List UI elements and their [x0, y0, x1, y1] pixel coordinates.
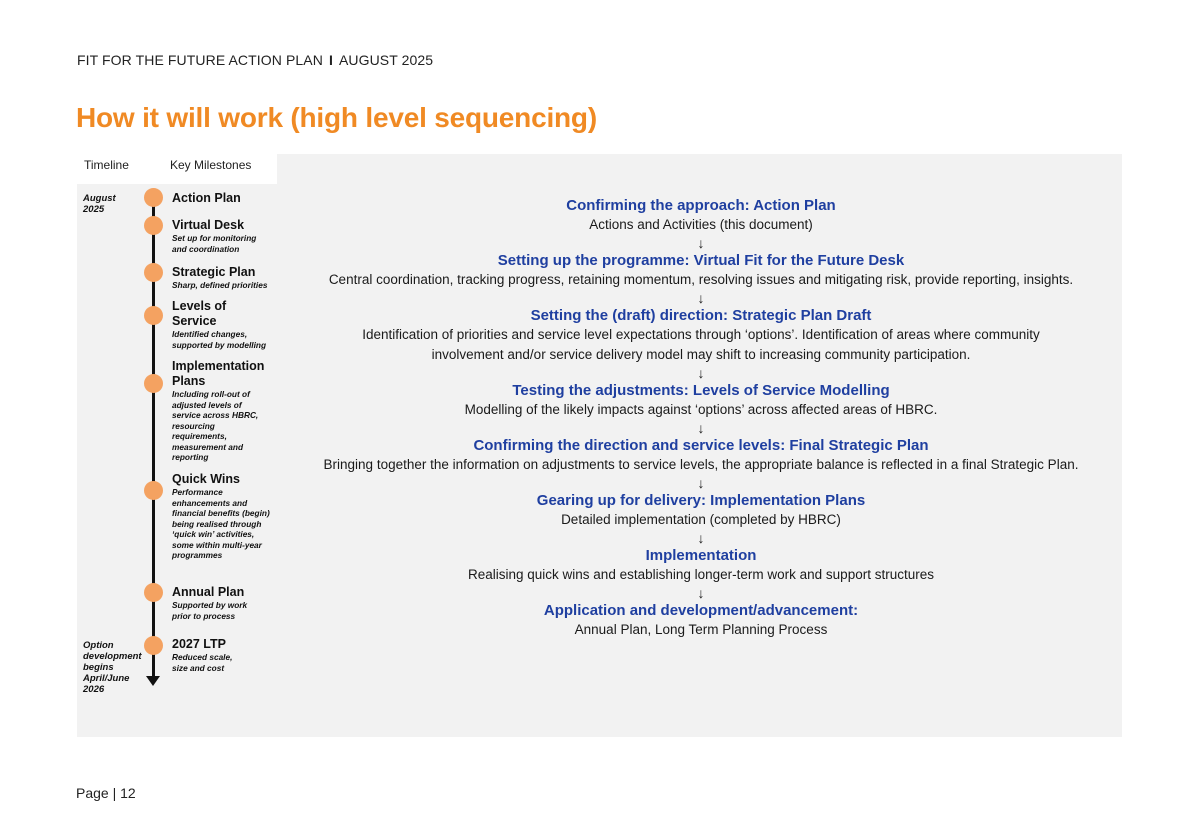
timeline-arrow-icon	[146, 676, 160, 686]
milestone-dot-icon	[144, 188, 163, 207]
milestone-description: financial benefits (begin)	[172, 508, 270, 518]
timeline-label	[83, 193, 116, 215]
milestone-description: Identified changes,	[172, 329, 248, 339]
down-arrow-icon: ↓	[697, 585, 705, 601]
milestone-description: and coordination	[172, 243, 240, 254]
page-title: How it will work (high level sequencing)	[76, 102, 597, 133]
milestone-dot-icon	[144, 263, 163, 282]
milestone-name: Annual Plan	[172, 585, 245, 599]
milestone-description: Sharp, defined priorities	[172, 280, 268, 290]
milestone	[172, 637, 272, 673]
milestone-description: being realised through	[172, 518, 262, 529]
step-title: Setting the (draft) direction: Strategic Plan Draft	[530, 307, 872, 324]
milestone	[172, 218, 272, 254]
milestone-dot-icon	[144, 583, 163, 602]
header-date: AUGUST 2025	[338, 52, 434, 68]
header-title: FIT FOR THE FUTURE ACTION PLAN	[77, 52, 323, 68]
milestone-name: Strategic Plan	[172, 265, 256, 279]
step-title: Confirming the direction and service levels: Final Strategic Plan	[473, 437, 929, 454]
milestone-dot-icon	[144, 636, 163, 655]
step-description: Actions and Activities (this document)	[589, 217, 813, 232]
milestone-dot-icon	[144, 306, 163, 325]
step-description: involvement and/or service delivery model may shift to increasing community participation.	[431, 347, 971, 362]
milestone-description: adjusted levels of	[172, 399, 242, 410]
milestone-name: Quick Wins	[172, 472, 240, 486]
milestone-description: Reduced scale,	[172, 652, 233, 662]
milestone-name: Plans	[172, 374, 206, 388]
milestone-name: Virtual Desk	[172, 218, 245, 232]
step-description: Central coordination, tracking progress, retaining momentum, resolving issues and mitigating risk, provide reporting, insights.	[328, 272, 1074, 287]
step-description: Bringing together the information on adjustments to service levels, the appropriate balance is reflected in a final Strategic Plan.	[323, 457, 1079, 472]
timeline-label-line: development	[83, 651, 142, 662]
milestone-name: Levels of	[172, 299, 227, 313]
milestone-description: some within multi-year	[172, 539, 262, 550]
milestone-description: Set up for monitoring	[172, 233, 257, 243]
milestone-dot-icon	[144, 481, 163, 500]
page-number: Page | 12	[76, 785, 136, 801]
step-title: Gearing up for delivery: Implementation Plans	[536, 492, 866, 509]
milestone	[172, 299, 272, 350]
down-arrow-icon: ↓	[697, 475, 705, 491]
timeline-label-line: August	[83, 193, 116, 204]
step-description: Detailed implementation (completed by HBRC)	[561, 512, 841, 527]
step-title: Implementation	[645, 547, 757, 564]
timeline-label-line: 2026	[83, 684, 105, 695]
milestone-name: 2027 LTP	[172, 637, 226, 651]
milestone-dot-icon	[144, 374, 163, 393]
timeline-label-line: begins	[83, 662, 114, 673]
milestone-description: resourcing	[172, 420, 215, 431]
timeline-label-line: Option	[83, 640, 114, 651]
milestone-description: requirements,	[172, 431, 227, 441]
milestone	[172, 359, 272, 463]
milestone-description: Supported by work	[172, 600, 248, 610]
milestone-description: ‘quick win’ activities,	[172, 529, 255, 539]
timeline-label	[83, 640, 142, 695]
milestone	[172, 265, 272, 291]
milestone	[172, 472, 272, 561]
down-arrow-icon: ↓	[697, 365, 705, 381]
milestone-description: programmes	[172, 550, 223, 560]
milestone-dot-icon	[144, 216, 163, 235]
milestone-name: Implementation	[172, 359, 265, 373]
milestones-column-header: Key Milestones	[170, 158, 252, 172]
timeline-column-header: Timeline	[84, 158, 129, 172]
step-title: Setting up the programme: Virtual Fit for the Future Desk	[497, 252, 905, 269]
step-title: Testing the adjustments: Levels of Service Modelling	[512, 382, 890, 399]
milestone-description: prior to process	[172, 610, 236, 621]
down-arrow-icon: ↓	[697, 420, 705, 436]
timeline-label-line: 2025	[83, 204, 105, 215]
sequence-steps	[290, 196, 1112, 640]
milestone-description: Performance	[172, 487, 223, 497]
milestone	[172, 585, 272, 621]
down-arrow-icon: ↓	[697, 290, 705, 306]
timeline-label-line: April/June	[83, 673, 130, 684]
milestone-description: measurement and	[172, 441, 244, 452]
milestone-name: Service	[172, 314, 217, 328]
document-header	[77, 52, 433, 68]
step-title: Confirming the approach: Action Plan	[566, 197, 836, 214]
down-arrow-icon: ↓	[697, 235, 705, 251]
step-description: Annual Plan, Long Term Planning Process	[574, 622, 828, 637]
milestone-description: service across HBRC,	[172, 410, 259, 420]
step-description: Identification of priorities and service level expectations through ‘options’. Identification of areas where community	[362, 327, 1040, 342]
down-arrow-icon: ↓	[697, 530, 705, 546]
step-title: Application and development/advancement:	[543, 602, 859, 619]
header-separator: I	[328, 52, 333, 68]
milestone-description: Including roll-out of	[172, 389, 250, 399]
milestone-description: size and cost	[172, 662, 225, 673]
milestone	[172, 191, 272, 206]
step-description: Realising quick wins and establishing longer-term work and support structures	[468, 567, 934, 582]
milestone-description: supported by modelling	[172, 339, 267, 350]
milestone-description: enhancements and	[172, 497, 248, 508]
milestone-name: Action Plan	[172, 191, 241, 205]
milestone-description: reporting	[172, 452, 209, 462]
step-description: Modelling of the likely impacts against ‘options’ across affected areas of HBRC.	[464, 402, 938, 417]
